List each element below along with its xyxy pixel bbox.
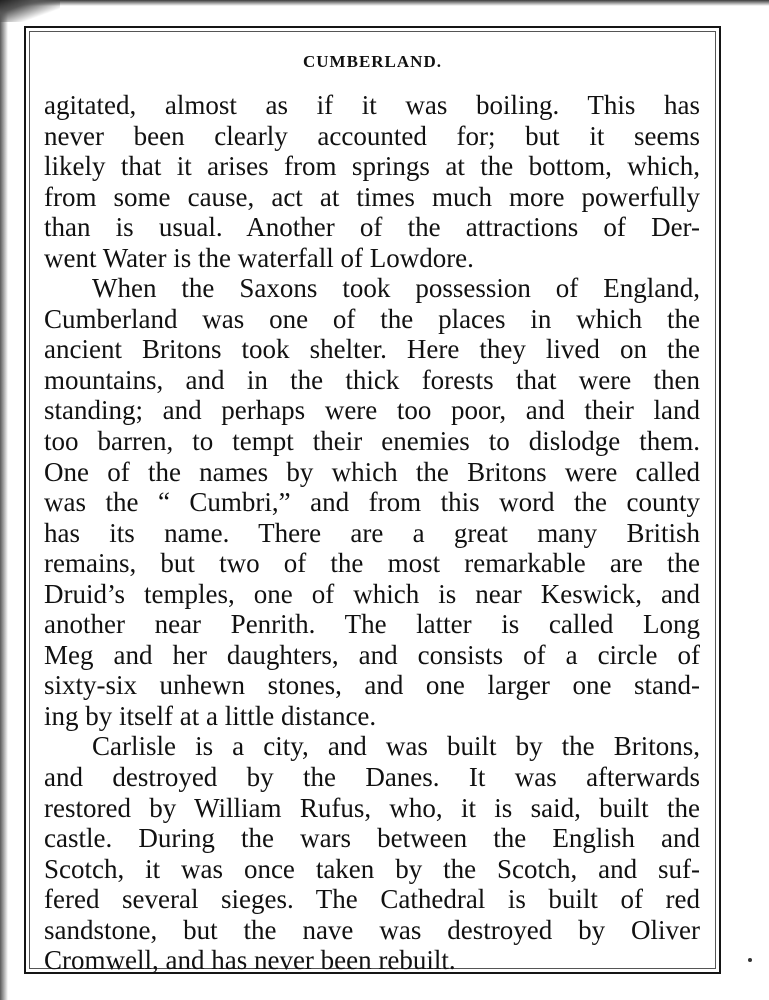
text-line: has its name. There are a great many British [44, 517, 700, 548]
text-line: Meg and her daughters, and consists of a circle of [44, 639, 700, 670]
text-line: went Water is the waterfall of Lowdore. [44, 242, 474, 273]
scan-edge-left [0, 0, 8, 1000]
text-line: mountains, and in the thick forests that were then [44, 364, 700, 395]
text-line: castle. During the wars between the English and [44, 823, 700, 854]
scan-corner-shadow [0, 0, 60, 22]
text-line: fered several sieges. The Cathedral is built of red [44, 884, 700, 915]
text-line: agitated, almost as if it was boiling. This has [44, 90, 700, 120]
paragraph-start-line: When the Saxons took possession of England, [92, 273, 700, 304]
text-line: ing by itself at a little distance. [44, 700, 377, 731]
text-line: remains, but two of the most remarkable are the [44, 548, 700, 579]
paragraph-start-line: Carlisle is a city, and was built by the Britons, [92, 731, 700, 762]
text-line: likely that it arises from springs at the bottom, which, [44, 151, 700, 182]
text-line: ancient Britons took shelter. Here they lived on the [44, 334, 700, 365]
text-line: another near Penrith. The latter is called Long [44, 609, 700, 640]
text-line: sandstone, but the nave was destroyed by Oliver [44, 914, 700, 945]
text-line: restored by William Rufus, who, it is said, built the [44, 792, 700, 823]
scan-speck [748, 958, 752, 962]
text-line: Cumberland was one of the places in which the [44, 303, 700, 334]
text-line: Druid’s temples, one of which is near Keswick, and [44, 578, 700, 609]
text-line: Cromwell, and has never been rebuilt. [44, 945, 456, 976]
text-line: never been clearly accounted for; but it seems [44, 120, 700, 151]
text-line: was the “ Cumbri,” and from this word the county [44, 487, 700, 518]
text-line: from some cause, act at times much more powerfully [44, 181, 700, 212]
text-line: than is usual. Another of the attractions of Der- [44, 212, 700, 243]
text-line: and destroyed by the Danes. It was afterwards [44, 762, 700, 793]
body-text [44, 90, 700, 976]
text-line: standing; and perhaps were too poor, and their land [44, 395, 700, 426]
text-line: One of the names by which the Britons were called [44, 456, 700, 487]
text-line: sixty-six unhewn stones, and one larger one stand- [44, 670, 700, 701]
scan-edge-top [0, 0, 769, 6]
text-line: Scotch, it was once taken by the Scotch, and suf- [44, 853, 700, 884]
page-title: CUMBERLAND. [303, 52, 442, 71]
text-line: too barren, to tempt their enemies to dislodge them. [44, 426, 700, 457]
